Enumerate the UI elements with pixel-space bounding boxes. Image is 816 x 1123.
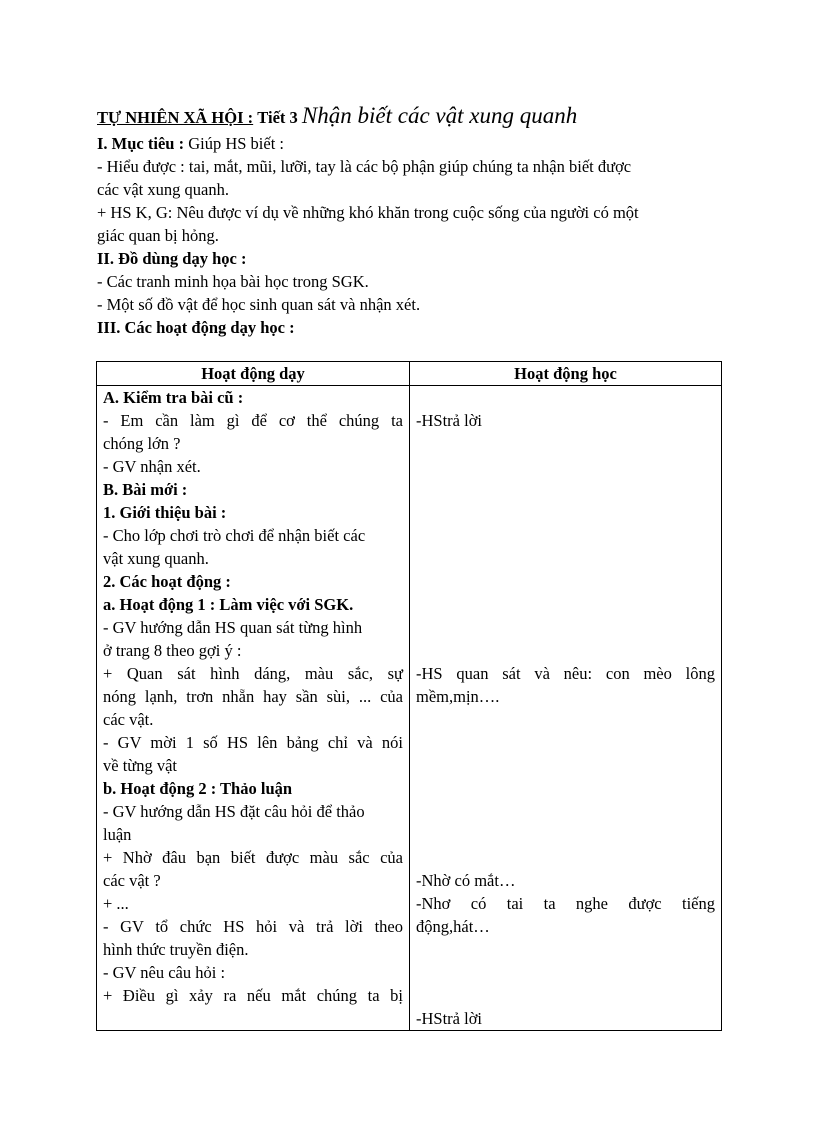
objective-line: - Hiểu được : tai, mắt, mũi, lưỡi, tay là các bộ phận giúp chúng ta nhận biết được — [97, 157, 632, 176]
lesson-number: Tiết 3 — [257, 108, 298, 127]
activities-heading — [97, 316, 295, 339]
section-heading: A. Kiểm tra bài cũ : — [103, 388, 244, 407]
student-line: -HStrả lời — [416, 411, 483, 430]
teacher-line: - Cho lớp chơi trò chơi để nhận biết các — [103, 526, 366, 545]
teacher-line: + Nhờ đâu bạn biết được màu sắc của — [103, 848, 403, 867]
student-line: động,hát… — [416, 917, 490, 936]
student-line: -HS quan sát và nêu: con mèo lông — [416, 664, 715, 683]
teacher-line: - GV hướng dẫn HS quan sát từng hình — [103, 618, 363, 637]
material-line: - Một số đồ vật để học sinh quan sát và nhận xét. — [97, 295, 421, 314]
teacher-line: vật xung quanh. — [103, 549, 209, 568]
student-line: mềm,mịn…. — [416, 687, 500, 706]
teacher-line: - GV nhận xét. — [103, 457, 201, 476]
section-heading: 2. Các hoạt động : — [103, 572, 231, 591]
objective-line: + HS K, G: Nêu được ví dụ về những khó khăn trong cuộc sống của người có một — [97, 203, 639, 222]
teacher-line: + Điều gì xảy ra nếu mắt chúng ta bị — [103, 986, 403, 1005]
section-heading: b. Hoạt động 2 : Thảo luận — [103, 779, 293, 798]
lesson-title: Nhận biết các vật xung quanh — [301, 103, 578, 128]
teacher-line: + ... — [103, 894, 129, 913]
objectives-intro: Giúp HS biết : — [184, 134, 284, 153]
subject-label: TỰ NHIÊN XÃ HỘI : — [97, 108, 254, 127]
objective-line: các vật xung quanh. — [97, 180, 229, 199]
teacher-line: hình thức truyền điện. — [103, 940, 249, 959]
objectives-heading-line — [97, 132, 284, 155]
table-header-row — [97, 362, 722, 386]
student-line: -Nhờ có mắt… — [416, 871, 516, 890]
teacher-line: - Em cần làm gì để cơ thể chúng ta — [103, 411, 403, 430]
material-line: - Các tranh minh họa bài học trong SGK. — [97, 272, 369, 291]
teacher-activities-cell — [97, 386, 410, 1031]
lesson-title-line — [97, 104, 577, 129]
activities-heading-text: III. Các hoạt động dạy học : — [97, 318, 295, 337]
teacher-line: các vật. — [103, 710, 154, 729]
teacher-line: về từng vật — [103, 756, 178, 775]
materials-heading — [97, 247, 246, 270]
student-activities-cell — [410, 386, 722, 1031]
section-heading: 1. Giới thiệu bài : — [103, 503, 227, 522]
teacher-line: chóng lớn ? — [103, 434, 181, 453]
teacher-line: nóng lạnh, trơn nhẵn hay sần sùi, ... của — [103, 687, 403, 706]
student-line: -Nhơ có tai ta nghe được tiếng — [416, 894, 715, 913]
teacher-line: ở trang 8 theo gợi ý : — [103, 641, 242, 660]
teacher-line: - GV mời 1 số HS lên bảng chỉ và nói — [103, 733, 403, 752]
objectives-heading: I. Mục tiêu : — [97, 134, 185, 153]
section-heading: B. Bài mới : — [103, 480, 188, 499]
teacher-line: các vật ? — [103, 871, 161, 890]
student-line: -HStrả lời — [416, 1009, 483, 1028]
teacher-line: luận — [103, 825, 132, 844]
activities-table — [96, 361, 722, 1031]
student-column-header: Hoạt động học — [410, 362, 722, 386]
teacher-line: - GV tổ chức HS hỏi và trả lời theo — [103, 917, 403, 936]
objective-line: giác quan bị hỏng. — [97, 226, 219, 245]
teacher-line: + Quan sát hình dáng, màu sắc, sự — [103, 664, 403, 683]
section-heading: a. Hoạt động 1 : Làm việc với SGK. — [103, 595, 354, 614]
teacher-column-header: Hoạt động dạy — [97, 362, 410, 386]
teacher-line: - GV nêu câu hỏi : — [103, 963, 226, 982]
table-row — [97, 386, 722, 1031]
materials-heading-text: II. Đồ dùng dạy học : — [97, 249, 247, 268]
teacher-line: - GV hướng dẫn HS đặt câu hỏi để thảo — [103, 802, 365, 821]
